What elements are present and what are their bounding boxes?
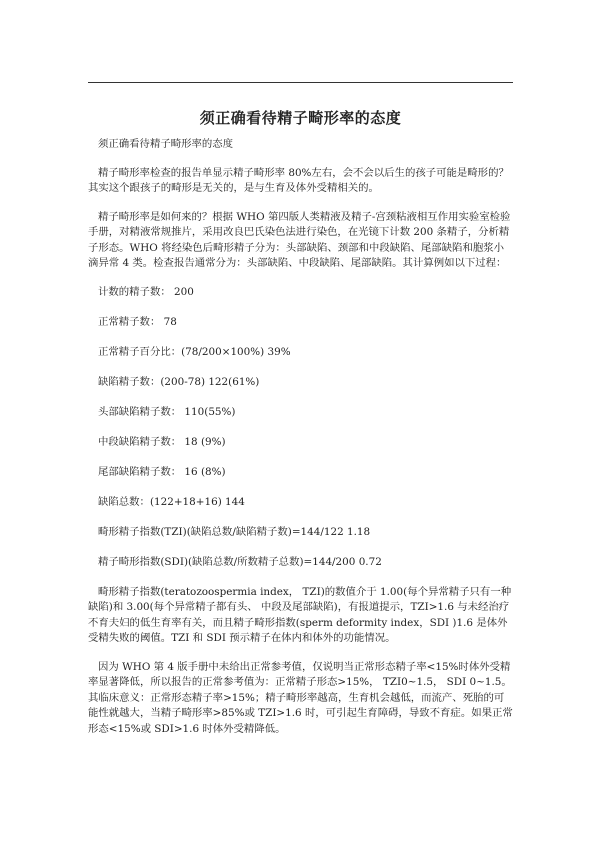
data-line: 正常精子百分比：(78/200×100%) 39% bbox=[98, 345, 291, 358]
data-line: 畸形精子指数(TZI)(缺陷总数/缺陷精子数)=144/122 1.18 bbox=[98, 525, 371, 538]
intro-paragraph: 精子畸形率检查的报告单显示精子畸形率 80%左右，会不会以后生的孩子可能是畸形的？其实这个跟孩子的畸形是无关的，是与生育及体外受精相关的。 bbox=[88, 166, 509, 194]
document-subtitle: 须正确看待精子畸形率的态度 bbox=[98, 138, 234, 150]
outro-paragraph: 畸形精子指数(teratozoospermia index， TZI)的数值介于 1.00(每个异常精子只有一种缺陷)和 3.00(每个异常精子都有头、 中段及尾部缺陷)，有报道提示，TZI>1.6 与未经治疗不育夫妇的低生育率有关，而且精子畸形指数(sperm deformity index，SDI )1.6 是体外受精失败的阈值。TZI 和 SDI 预示精子在体内和体外的功能情况。 bbox=[88, 585, 512, 644]
data-line: 尾部缺陷精子数： 16 (8%) bbox=[98, 465, 226, 478]
data-line: 头部缺陷精子数： 110(55%) bbox=[98, 405, 236, 418]
data-line: 中段缺陷精子数： 18 (9%) bbox=[98, 435, 226, 448]
header-rule bbox=[88, 82, 513, 83]
data-line: 精子畸形指数(SDI)(缺陷总数/所数精子总数)=144/200 0.72 bbox=[98, 555, 382, 568]
data-line: 正常精子数： 78 bbox=[98, 315, 177, 328]
data-line: 缺陷总数：(122+18+16) 144 bbox=[98, 495, 245, 508]
outro-paragraph: 因为 WHO 第 4 版手册中未给出正常参考值，仅说明当正常形态精子率<15%时体外受精率显著降低，所以报告的正常参考值为：正常精子形态>15%， TZI0~1.5， SDI 0~1.5。其临床意义：正常形态精子率>15%；精子畸形率越高，生育机会越低，而流产、死胎的可能性就越大，当精子畸形率>85%或 TZI>1.6 时，可引起生育障碍，导致不育症。如果正常形态<15%或 SDI>1.6 时体外受精降低。 bbox=[88, 660, 513, 735]
page-title: 须正确看待精子畸形率的态度 bbox=[199, 109, 402, 127]
data-line: 缺陷精子数：(200-78) 122(61%) bbox=[98, 375, 260, 388]
intro-paragraph: 精子畸形率是如何来的？根据 WHO 第四版人类精液及精子-宫颈粘液相互作用实验室检验手册，对精液常规推片，采用改良巴氏染色法进行染色，在光镜下计数 200 条精子，分析精子形态。WHO 将经染色后畸形精子分为：头部缺陷、颈部和中段缺陷、尾部缺陷和胞浆小滴异常 4 类。检查报告通常分为：头部缺陷、中段缺陷、尾部缺陷。其计算例如以下过程： bbox=[88, 210, 511, 269]
data-line: 计数的精子数： 200 bbox=[98, 285, 194, 298]
document-body bbox=[88, 137, 513, 750]
